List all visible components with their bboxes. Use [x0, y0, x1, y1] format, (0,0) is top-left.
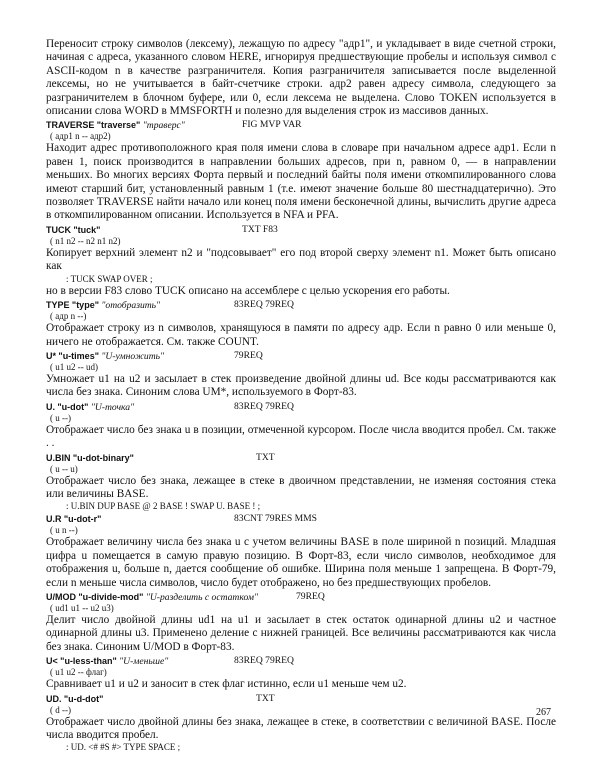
word-pronunciation: "u-dot-binary"	[72, 452, 134, 463]
paragraph: Сравнивает u1 и u2 и заносит в стек флаг истинно, если u1 меньше чем u2.	[46, 678, 407, 691]
stack-signature: ( u --)	[50, 412, 71, 423]
entry-header-type	[46, 299, 556, 311]
page-content	[46, 38, 556, 753]
word-translation: "U-меньше"	[119, 656, 169, 668]
word-name: U<	[46, 656, 58, 667]
word-standards: 83CNT 79RES MMS	[234, 513, 317, 525]
entry-header-tuck	[46, 224, 556, 236]
code-line: : UD. <# #S #> TYPE SPACE ;	[66, 742, 181, 753]
word-translation: "U-разделить с остатком"	[145, 591, 259, 603]
code-line: : U.BIN DUP BASE @ 2 BASE ! SWAP U. BASE ! ;	[66, 501, 261, 512]
word-pronunciation: "traverse"	[96, 120, 141, 131]
word-standards: TXT	[256, 692, 275, 704]
page-number: 267	[536, 707, 551, 718]
paragraph: Умножает u1 на u2 и засылает в стек произведение двойной длины ud. Все коды рассматриваются как числа без знака. Синоним слова UM*, используемого в Форт-83.	[46, 372, 556, 399]
entry-header-u-dot-binary	[46, 452, 556, 464]
word-standards: 79REQ	[296, 590, 325, 602]
paragraph: Отображает строку из n символов, хранящуюся в памяти по адресу адр. Если n равно 0 или меньше 0, ничего не отображается. См. также COUNT.	[46, 322, 556, 348]
word-translation: "траверс"	[142, 120, 185, 132]
paragraph: Делит число двойной длины ud1 на u1 и засылает в стек остаток одинарной длины u2 и частное одинарной длины u3. Применено деление с нижней границей. Все величины рассматриваются как числа без знака. Синоним U/MOD в Форт-83.	[46, 613, 556, 653]
word-name: U/MOD	[46, 591, 76, 602]
word-standards: 83REQ 79REQ	[234, 655, 294, 667]
paragraph: Копирует верхний элемент n2 и "подсовывает" его под второй сверху элемент n1. Может быть описано как	[46, 246, 556, 273]
word-translation: "U-умножить"	[101, 350, 165, 362]
entry-header-u-dot	[46, 401, 556, 413]
word-pronunciation: "tuck"	[73, 224, 101, 235]
word-pronunciation: "u-divide-mod"	[78, 591, 144, 602]
word-name: TUCK	[46, 224, 71, 235]
entry-header-u-dot-r	[46, 513, 556, 525]
word-standards: TXT F83	[242, 223, 278, 235]
stack-signature: ( u1 u2 -- флаг)	[50, 667, 107, 678]
word-pronunciation: "u-dot"	[57, 401, 89, 412]
paragraph: Отображает число двойной длины без знака, лежащее в стеке, в соответствии с величиной BASE. После числа вводится пробел.	[46, 715, 556, 741]
paragraph: но в версии F83 слово TUCK описано на ассемблере с целью ускорения его работы.	[46, 284, 450, 297]
word-standards: 83REQ 79REQ	[234, 299, 294, 311]
stack-signature: ( n1 n2 -- n2 n1 n2)	[50, 235, 121, 246]
word-standards: FIG MVP VAR	[242, 119, 302, 131]
word-standards: TXT	[256, 451, 275, 463]
entry-header-u-less-than	[46, 655, 556, 667]
paragraph: Переносит строку символов (лексему), лежащую по адресу "адр1", и укладывает в виде счетной строки, начиная с адреса, указанного словом HERE, игнорируя предшествующие пробелы и используя символ с ASCII-кодом n в качестве разграничителя. Копия разграничителя записывается после выделенной лексемы, но не учитывается в байт-счетчике строки. адр2 равен адресу символа, следующего за разграничителем в блочном буфере, или 0, если лексема не выделена. Слово TOKEN используется в описании слова WORD в MMSFORTH и полезно для выделения строк из массивов данных.	[46, 38, 556, 118]
word-pronunciation: "u-d-dot"	[63, 693, 104, 704]
word-name: U.R	[46, 514, 62, 525]
entry-header-u-divide-mod	[46, 591, 556, 603]
paragraph: Отображает число без знака u в позиции, отмеченной курсором. После числа вводится пробел. См. также . .	[46, 423, 556, 450]
stack-signature: ( ud1 u1 -- u2 u3)	[50, 602, 114, 613]
entry-header-u-times	[46, 350, 556, 362]
word-pronunciation: "type"	[71, 300, 99, 311]
stack-signature: ( u -- u)	[50, 463, 78, 474]
word-translation: "U-точка"	[90, 401, 135, 413]
word-translation: "отобразить"	[101, 300, 161, 312]
word-standards: 79REQ	[234, 349, 263, 361]
entry-header-u-d-dot	[46, 693, 556, 705]
code-line: : TUCK SWAP OVER ;	[66, 273, 153, 284]
word-name: U.	[46, 401, 55, 412]
entry-header-traverse	[46, 119, 556, 131]
word-name: UD.	[46, 693, 62, 704]
stack-signature: ( адр1 n -- адр2)	[50, 131, 111, 142]
word-pronunciation: "u-times"	[58, 350, 99, 361]
word-name: U*	[46, 350, 57, 361]
paragraph: Находит адрес противоположного края поля имени слова в словаре при начальном адресе адр1. Если n равен 1, поиск производится в направлении больших адресов, при n, равном 0, — в направлении меньших. Во многих версиях Форта первый и последний байты поля имени откомпилированного слова имеют старший бит, установленный равным 1 (т.е. имеют значение больше 80 шестнадцатерично). Это позволяет TRAVERSE найти начало или конец поля имени бесконечной длины, вычислить другие адреса в откомпилированном описании. Используется в NFA и PFA.	[46, 142, 556, 222]
word-standards: 83REQ 79REQ	[234, 400, 294, 412]
word-name: TYPE	[46, 300, 70, 311]
word-pronunciation: "u-less-than"	[60, 656, 117, 667]
word-pronunciation: "u-dot-r"	[63, 514, 102, 525]
stack-signature: ( u1 u2 -- ud)	[50, 361, 98, 372]
paragraph: Отображает число без знака, лежащее в стеке в двоичном представлении, не изменяя состояния стека или величины BASE.	[46, 474, 556, 500]
word-name: U.BIN	[46, 452, 71, 463]
stack-signature: ( адр n --)	[50, 311, 87, 322]
word-name: TRAVERSE	[46, 120, 95, 131]
stack-signature: ( d --)	[50, 704, 71, 715]
paragraph: Отображает величину числа без знака u с учетом величины BASE в поле шириной n позиций. Младшая цифра u помещается в самую правую позицию. В Форт-83, если число символов, необходимое для отображения u, больше n, дается сообщение об ошибке. Ширина поля меньше 1 запрещена. В Форт-79, если n меньше числа символов, число будет отображено, но без предшествующих пробелов.	[46, 536, 556, 589]
stack-signature: ( u n --)	[50, 525, 78, 536]
